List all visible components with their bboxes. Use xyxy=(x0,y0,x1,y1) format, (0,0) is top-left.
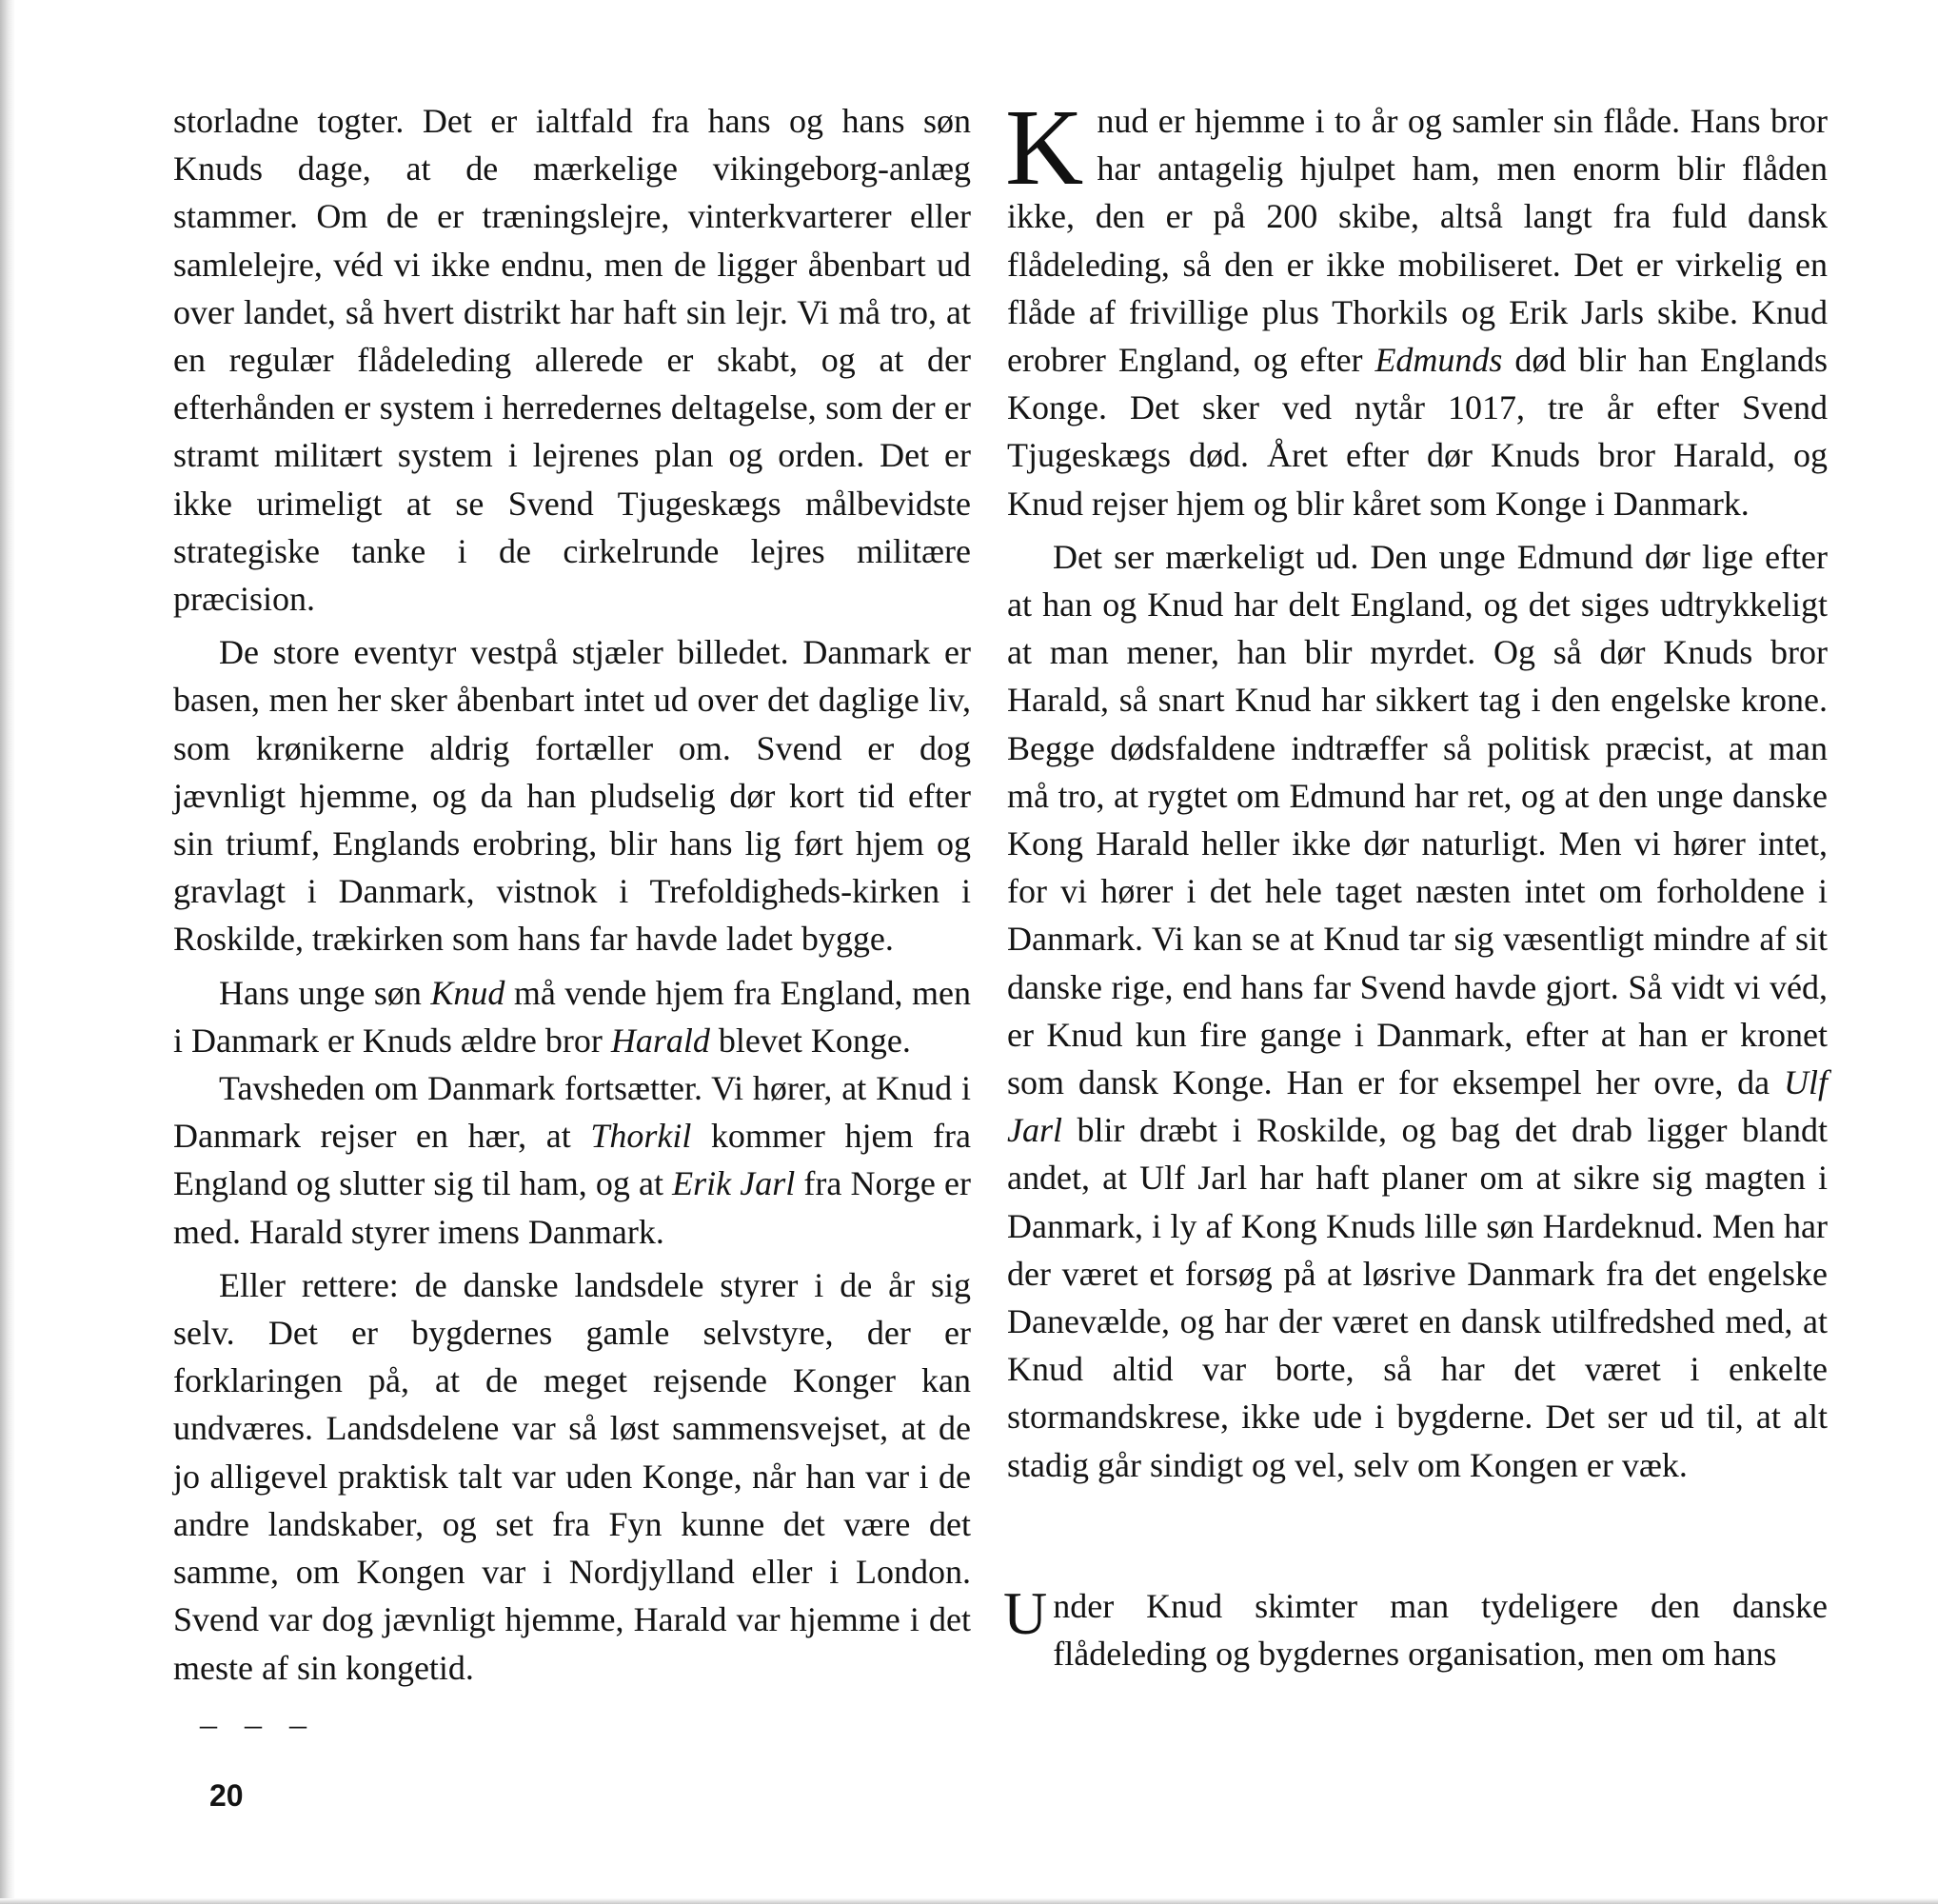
text-run: Hans unge søn xyxy=(219,973,431,1012)
left-paragraph-5: Eller rettere: de danske landsdele styrer i de år sig selv. Det er bygdernes gamle selvstyre, der er forklaringen på, at de meget rejsende Konger kan undværes. Landsdelene var så løst sammensvejset, at de jo alligevel praktisk talt var uden Konge, når han var i de andre landskaber, og set fra Fyn kunne det være det samme, om Kongen var i Nordjylland eller i London. Svend var dog jævnligt hjemme, Harald var hjemme i det meste af sin kongetid. xyxy=(173,1265,971,1687)
drop-cap-letter: K xyxy=(1005,87,1084,208)
page-number: 20 xyxy=(209,1778,244,1813)
right-paragraph-2 xyxy=(1007,533,1828,1489)
left-paragraph-3 xyxy=(173,969,971,1064)
italic-name: Ulf Jarl xyxy=(1007,1063,1828,1150)
drop-cap-letter: U xyxy=(1003,1578,1048,1647)
left-text-column xyxy=(173,97,971,1743)
text-run: blir dræbt i Roskilde, og bag det drab ligger blandt andet, at Ulf Jarl har haft planer om at sikre sig magten i Danmark, i ly af Kong Knuds lille søn Hardeknud. Men har der været et forsøg på at løsrive Danmark fra det engelske Danevælde, og har der været en dansk utilfredshed med, at Knud altid var borte, så har det været i enkelte stormandskrese, ikke ude i bygderne. Det ser ud til, at alt stadig går sindigt og vel, selv om Kongen er væk. xyxy=(1007,1111,1828,1484)
italic-name: Erik Jarl xyxy=(672,1164,796,1203)
text-run: Tavsheden om Danmark fortsætter. Vi hører, at Knud i Danmark rejser en hær, at xyxy=(173,1069,971,1156)
page-gutter-shadow xyxy=(0,0,15,1904)
italic-name: Harald xyxy=(610,1021,710,1060)
left-paragraph-1: storladne togter. Det er ialtfald fra hans og hans søn Knuds dage, at de mærkelige vikingeborg-anlæg stammer. Om de er træningslejre, vinterkvarterer eller samlelejre, véd vi ikke endnu, men de ligger åbenbart ud over landet, så hvert distrikt har haft sin lejr. Vi må tro, at en regulær flådeleding allerede er skabt, og at der efterhånden er system i herredernes deltagelse, som der er stramt militært system i lejrenes plan og orden. Det er ikke urimeligt at se Svend Tjugeskægs målbevidste strategiske tanke i de cirkelrunde lejres militære præcision. xyxy=(173,102,971,619)
text-run: fra Norge er med. Harald styrer imens Danmark. xyxy=(173,1164,971,1251)
right-paragraph-3 xyxy=(1003,1578,1828,1677)
italic-name: Thorkil xyxy=(590,1117,692,1156)
text-run: må vende hjem fra England, men i Danmark er Knuds ældre bror xyxy=(173,973,971,1060)
text-run: blevet Konge. xyxy=(709,1021,911,1060)
text-run: kommer hjem fra England og slutter sig til ham, og at xyxy=(173,1117,971,1203)
page-bottom-edge xyxy=(0,1898,1938,1904)
section-dashes: – – – xyxy=(200,1704,316,1743)
left-paragraph-4 xyxy=(173,1064,971,1256)
italic-name: Knud xyxy=(430,973,505,1012)
text-run: Det ser mærkeligt ud. Den unge Edmund dør lige efter at han og Knud har delt England, og det siges udtrykkeligt at man mener, han blir myrdet. Og så dør Knuds bror Harald, så snart Knud har sikkert tag i den engelske krone. Begge dødsfaldene indtræffer så politisk præcist, at man må tro, at rygtet om Edmund har ret, og at den unge danske Kong Harald heller ikke dør naturligt. Men vi hører intet, for vi hører i det hele taget næsten intet om forholdene i Danmark. Vi kan se at Knud tar sig væsentligt mindre af sit danske rige, end hans far Svend havde gjort. Så vidt vi véd, er Knud kun fire gange i Danmark, efter at han er kronet som dansk Konge. Han er for eksempel her ovre, da xyxy=(1007,537,1828,1102)
left-paragraph-2: De store eventyr vestpå stjæler billedet. Danmark er basen, men her sker åbenbart intet ud over det daglige liv, som krønikerne aldrig fortæller om. Svend er dog jævnligt hjemme, og da han pludselig dør kort tid efter sin triumf, Englands erobring, blir hans lig ført hjem og gravlagt i Danmark, vistnok i Trefoldigheds-kirken i Roskilde, trækirken som hans far havde ladet bygge. xyxy=(173,633,971,959)
section-break-space xyxy=(1007,1489,1828,1582)
text-run: død blir han Englands Konge. Det sker ved nytår 1017, tre år efter Svend Tjugeskægs død. Året efter dør Knuds bror Harald, og Knud rejser hjem og blir kåret som Konge i Danmark. xyxy=(1007,341,1828,523)
text-run: nder Knud skimter man tydeligere den danske flådeleding og bygdernes organisation, men om hans xyxy=(1053,1586,1828,1674)
right-paragraph-1 xyxy=(1005,87,1828,527)
right-text-column xyxy=(1003,87,1828,1677)
text-run: nud er hjemme i to år og samler sin flåde. Hans bror har antagelig hjulpet ham, men enorm blir flåden ikke, den er på 200 skibe, altså langt fra fuld dansk flådeleding, så den er ikke mobiliseret. Det er virkelig en flåde af frivillige plus Thorkils og Erik Jarls skibe. Knud erobrer England, og efter xyxy=(1007,102,1828,380)
italic-name: Edmunds xyxy=(1374,341,1503,380)
